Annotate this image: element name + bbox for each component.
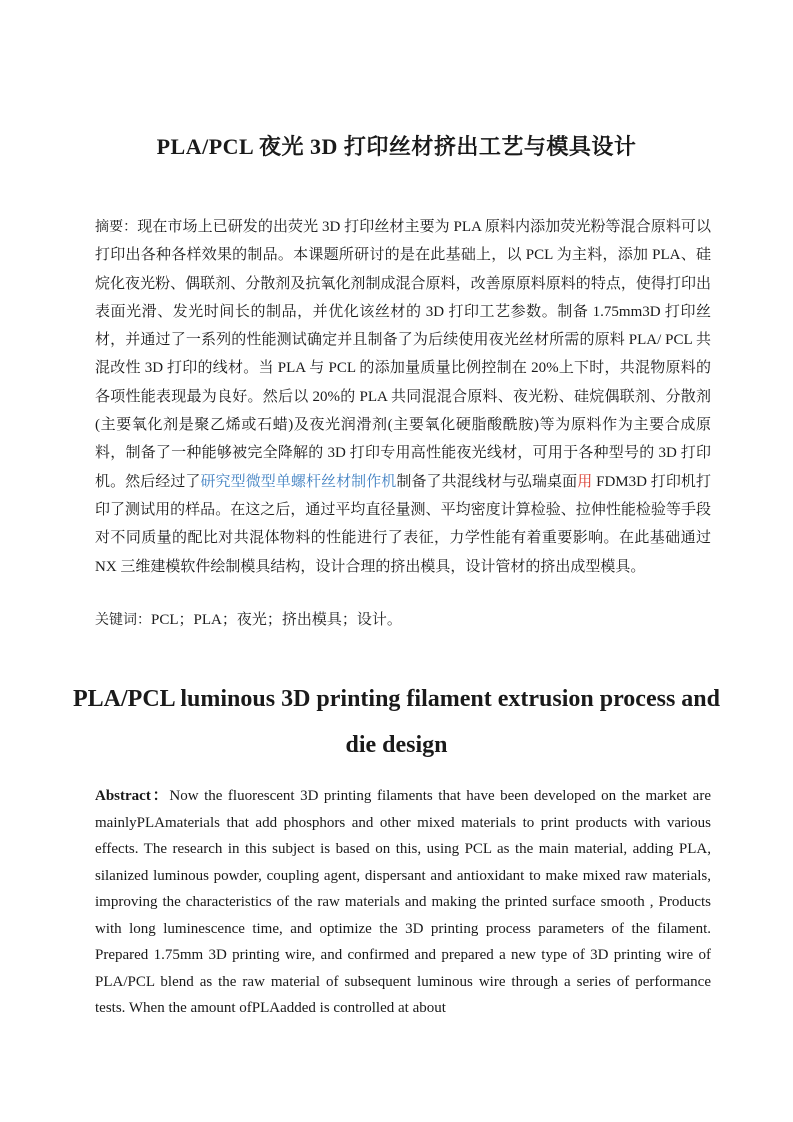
chinese-keywords-label: 关键词： (95, 612, 151, 628)
chinese-title: PLA/PCL 夜光 3D 打印丝材挤出工艺与模具设计 (156, 134, 637, 159)
chinese-abstract-link-use[interactable]: 用 (577, 473, 593, 490)
english-abstract (95, 783, 711, 1022)
chinese-abstract (95, 213, 711, 581)
chinese-abstract-text-part3: FDM3D 打印机打印了测试用的样品。在这之后，通过平均直径量测、平均密度计算检验、拉伸性能检验等手段对不同质量的配比对共混体物料的性能进行了表征，力学性能有着重要影响。在此基础通过 NX 三维建模软件绘制模具结构，设计合理的挤出模具，设计管材的挤出成型模具。 (95, 473, 711, 575)
chinese-abstract-label: 摘要： (95, 219, 138, 235)
chinese-abstract-link-machine[interactable]: 研究型微型单螺杆丝材制作机 (200, 473, 397, 490)
english-title: PLA/PCL luminous 3D printing filament extrusion process and die design (73, 686, 720, 758)
english-abstract-text: Now the fluorescent 3D printing filaments that have been developed on the market are mainlyPLAmaterials that add phosphors and other mixed materials to print products with various effects. The research in this subject is based on this, using PCL as the main material, adding PLA, silanized luminous powder, coupling agent, dispersant and antioxidant to make mixed raw materials, improving the characteristics of the raw materials and making the printed surface smooth , Products with long luminescence time, and optimize the 3D printing process parameters of the filament. Prepared 1.75mm 3D printing wire, and confirmed and prepared a new type of 3D printing wire of PLA/PCL blend as the raw material of subsequent luminous wire through a series of performance tests. When the amount ofPLAadded is controlled at about (95, 788, 711, 1016)
chinese-abstract-text-part2: 制备了共混线材与弘瑞桌面 (396, 473, 578, 490)
chinese-keywords-text: PCL；PLA；夜光；挤出模具；设计。 (151, 612, 402, 628)
chinese-keywords (95, 607, 711, 633)
english-abstract-label: Abstract： (95, 788, 170, 804)
chinese-abstract-text-part1: 现在市场上已研发的出荧光 3D 打印丝材主要为 PLA 原料内添加荧光粉等混合原料可以打印出各种各样效果的制品。本课题所研讨的是在此基础上，以 PCL 为主料，添加 PLA、硅烷化夜光粉、偶联剂、分散剂及抗氧化剂制成混合原料，改善原原料原料的特点，使得打印出表面光滑、发光时间长的制品，并优化该丝材的 3D 打印工艺参数。制备 1.75mm3D 打印丝材，并通过了一系列的性能测试确定并且制备了为后续使用夜光丝材所需的原料 PLA/ PCL 共混改性 3D 打印的线材。当 PLA 与 PCL 的添加量质量比例控制在 20%上下时，共混物原料的各项性能表现最为良好。然后以 20%的 PLA 共同混混合原料、夜光粉、硅烷偶联剂、分散剂(主要氧化剂是聚乙烯或石蜡)及夜光润滑剂(主要氧化硬脂酸酰胺)等为原料作为主要合成原料，制备了一种能够被完全降解的 3D 打印专用高性能夜光线材，可用于各种型号的 3D 打印机。然后经过了 (95, 219, 712, 490)
